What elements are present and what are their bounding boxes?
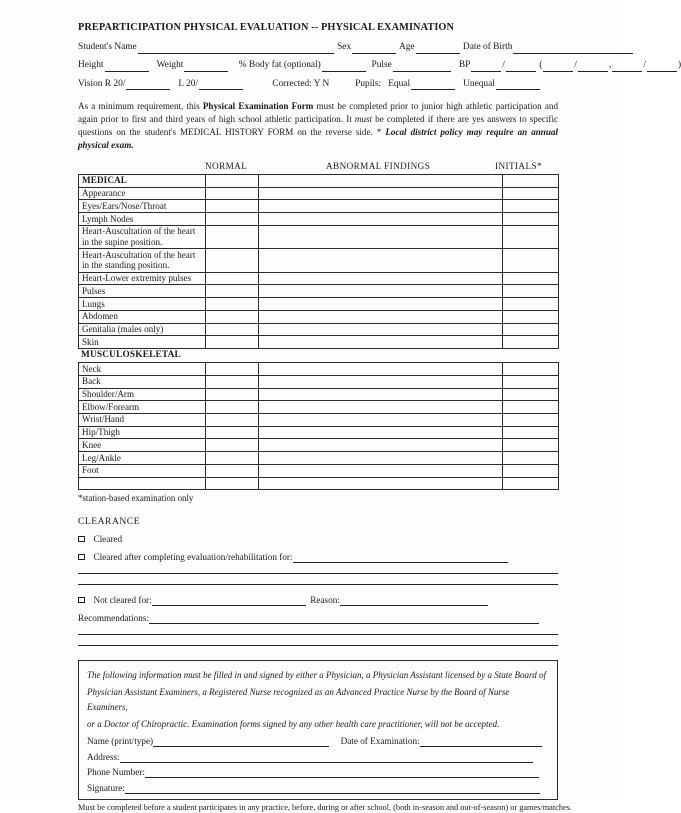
normal-cell[interactable]: [206, 439, 259, 452]
table-row: [79, 464, 559, 477]
exam-date-field[interactable]: [420, 738, 542, 747]
musculoskeletal-exam-table: [78, 362, 559, 490]
provider-name-row: [87, 736, 549, 747]
weight-label: Weight: [156, 60, 184, 71]
medical-table-body: [79, 174, 559, 348]
provider-signature-box: [78, 660, 558, 800]
row-label: Abdomen: [79, 310, 206, 323]
normal-cell[interactable]: [206, 363, 259, 376]
provider-phone-row: [87, 767, 549, 778]
exam-table-headers: [78, 161, 558, 174]
normal-cell[interactable]: [206, 401, 259, 414]
bp-alt4-field[interactable]: [647, 63, 677, 72]
row-label: Knee: [79, 439, 206, 452]
vision-right-label: Vision R 20/: [78, 78, 126, 89]
not-cleared-field[interactable]: [152, 597, 306, 606]
row-label: Heart-Lower extremity pulses: [79, 272, 206, 285]
provider-address-label: Address:: [87, 751, 120, 762]
intro-bold-1: Physical Examination Form: [202, 101, 314, 112]
pupils-equal-field[interactable]: [411, 81, 455, 90]
normal-cell[interactable]: [206, 426, 259, 439]
column-header-initials: INITIALS*: [495, 160, 542, 171]
demographics-row-1: [78, 42, 558, 54]
recommendations-blank-line-2[interactable]: [78, 645, 558, 646]
height-label: Height: [78, 60, 104, 71]
abnormal-cell[interactable]: [259, 426, 503, 439]
abnormal-cell[interactable]: [259, 439, 503, 452]
checkbox-cleared-after-icon[interactable]: [78, 554, 85, 561]
provider-note-line-3: or a Doctor of Chiropractic. Examination forms signed by any other health care practitioner, will not be accepted.: [87, 718, 500, 729]
table-row: [79, 310, 559, 323]
checkbox-cleared-icon[interactable]: [78, 536, 85, 543]
bp-alt3-field[interactable]: [612, 63, 642, 72]
row-label: Back: [79, 375, 206, 388]
normal-cell[interactable]: [206, 285, 259, 298]
row-label: Appearance: [79, 187, 206, 200]
normal-cell[interactable]: [206, 323, 259, 336]
table-row: [79, 323, 559, 336]
pulse-label: Pulse: [371, 60, 392, 71]
initials-cell[interactable]: [503, 213, 559, 226]
row-label: Pulses: [79, 285, 206, 298]
recommendations-label: Recommendations:: [78, 613, 149, 624]
initials-cell[interactable]: [503, 439, 559, 452]
student-name-field[interactable]: [138, 45, 334, 54]
row-label: Lungs: [79, 298, 206, 311]
exam-date-label: Date of Examination:: [340, 736, 420, 747]
clearance-not-cleared-label: Not cleared for:: [93, 595, 152, 606]
dob-label: Date of Birth: [462, 42, 513, 52]
row-label: Genitalia (males only): [79, 323, 206, 336]
table-row: [79, 426, 559, 439]
student-name-label: Student's Name: [78, 42, 137, 52]
clearance-heading: CLEARANCE: [78, 516, 141, 528]
initials-cell[interactable]: [503, 426, 559, 439]
abnormal-cell[interactable]: [259, 200, 503, 213]
abnormal-cell[interactable]: [259, 388, 503, 401]
abnormal-cell[interactable]: [259, 363, 503, 376]
normal-cell[interactable]: [206, 477, 259, 490]
abnormal-cell[interactable]: [259, 249, 503, 272]
table-row: [79, 298, 559, 311]
clearance-blank-line-2[interactable]: [78, 584, 558, 585]
abnormal-cell[interactable]: [259, 323, 503, 336]
row-label: Foot: [79, 464, 206, 477]
normal-cell[interactable]: [206, 336, 259, 349]
provider-signature-label: Signature:: [87, 782, 125, 793]
row-label: Elbow/Forearm: [79, 401, 206, 414]
intro-text-1: As a minimum requirement, this: [78, 101, 203, 112]
abnormal-cell[interactable]: [259, 477, 503, 490]
row-label: Eyes/Ears/Nose/Throat: [79, 200, 206, 213]
table-row: [79, 336, 559, 349]
bp-diastolic-field[interactable]: [506, 63, 536, 72]
bp-alt1-field[interactable]: [543, 63, 573, 72]
abnormal-cell[interactable]: [259, 174, 503, 187]
normal-cell[interactable]: [206, 213, 259, 226]
height-field[interactable]: [105, 63, 149, 72]
initials-cell[interactable]: [503, 375, 559, 388]
table-row: [79, 413, 559, 426]
intro-bold-italic-1: Local district policy may require an annual physical exam.: [78, 127, 558, 150]
initials-cell[interactable]: [503, 200, 559, 213]
row-label: Shoulder/Arm: [79, 388, 206, 401]
abnormal-cell[interactable]: [259, 413, 503, 426]
abnormal-cell[interactable]: [259, 401, 503, 414]
provider-name-label: Name (print/type): [87, 736, 154, 747]
initials-cell[interactable]: [503, 363, 559, 376]
initials-cell[interactable]: [503, 298, 559, 311]
table-row: [79, 249, 559, 272]
normal-cell[interactable]: [206, 272, 259, 285]
bp-paren-open: (: [539, 60, 543, 71]
intro-text-3: be completed if there are yes answers to specific questions on the student's MEDICAL HISTORY FORM on the reverse side. *: [78, 114, 559, 138]
initials-cell[interactable]: [503, 477, 559, 490]
table-row: [79, 272, 559, 285]
table-row: [79, 452, 559, 465]
provider-signature-field[interactable]: [125, 785, 540, 794]
table-row: [79, 388, 559, 401]
clearance-blank-line-1[interactable]: [78, 573, 558, 574]
initials-cell[interactable]: [503, 174, 559, 187]
normal-cell[interactable]: [206, 464, 259, 477]
abnormal-cell[interactable]: [259, 452, 503, 465]
row-label: Neck: [79, 363, 206, 376]
column-header-normal: NORMAL: [205, 160, 248, 171]
row-label: Hip/Thigh: [79, 426, 206, 439]
clearance-reason-label: Reason:: [310, 595, 340, 606]
initials-cell[interactable]: [503, 285, 559, 298]
cleared-after-field[interactable]: [293, 554, 508, 563]
column-header-abnormal: ABNORMAL FINDINGS: [326, 160, 431, 171]
sex-field[interactable]: [352, 45, 396, 54]
pupils-unequal-label: Unequal: [463, 78, 495, 89]
clearance-option-cleared-after[interactable]: [78, 552, 558, 563]
clearance-option-cleared[interactable]: [78, 534, 558, 545]
provider-address-field[interactable]: [120, 754, 533, 763]
table-row: [79, 439, 559, 452]
bp-label: BP: [458, 60, 471, 71]
corrected-label[interactable]: Corrected: Y N: [272, 78, 330, 89]
abnormal-cell[interactable]: [259, 225, 503, 248]
table-row: [79, 285, 559, 298]
abnormal-cell[interactable]: [259, 310, 503, 323]
table-row: [79, 225, 559, 248]
vision-left-field[interactable]: [199, 81, 243, 90]
provider-signature-row: [87, 783, 549, 794]
sex-label: Sex: [337, 42, 352, 52]
musculoskeletal-section-label: MUSCULOSKELETAL: [81, 349, 181, 360]
body-fat-label: % Body fat (optional): [238, 60, 321, 71]
normal-cell[interactable]: [206, 200, 259, 213]
initials-cell[interactable]: [503, 388, 559, 401]
document-content: [78, 22, 681, 813]
initials-cell[interactable]: [503, 225, 559, 248]
footer-note: Must be completed before a student participates in any practice, before, during or after school, (both in-season and out-of-season) or games/matches.: [78, 802, 572, 812]
initials-cell[interactable]: [503, 272, 559, 285]
vision-right-field[interactable]: [126, 81, 170, 90]
initials-cell[interactable]: [503, 336, 559, 349]
provider-name-field[interactable]: [153, 738, 329, 747]
table-row: [79, 401, 559, 414]
bp-comma: ,: [609, 60, 612, 71]
age-label: Age: [398, 42, 415, 52]
normal-cell[interactable]: [206, 298, 259, 311]
weight-field[interactable]: [184, 63, 228, 72]
initials-cell[interactable]: [503, 413, 559, 426]
table-row: [79, 375, 559, 388]
dob-field[interactable]: [513, 45, 633, 54]
provider-phone-field[interactable]: [145, 769, 539, 778]
row-label: Skin: [79, 336, 206, 349]
provider-note-line-2: Physician Assistant Examiners, a Registered Nurse recognized as an Advanced Practice Nurse by the Board of Nurse Examiners,: [87, 687, 510, 712]
checkbox-not-cleared-icon[interactable]: [78, 597, 85, 604]
recommendations-blank-line-1[interactable]: [78, 634, 558, 635]
clearance-option-not-cleared[interactable]: [78, 595, 558, 606]
abnormal-cell[interactable]: [259, 272, 503, 285]
table-row: [79, 213, 559, 226]
row-label: Heart-Auscultation of the heart in the standing position.: [79, 249, 206, 272]
normal-cell[interactable]: [206, 187, 259, 200]
intro-italic-1: must: [354, 114, 373, 125]
demographics-row-2: [78, 60, 681, 72]
provider-note-line-1: The following information must be filled in and signed by either a Physician, a Physician Assistant licensed by a State Board of: [87, 670, 546, 681]
abnormal-cell[interactable]: [259, 187, 503, 200]
normal-cell[interactable]: [206, 310, 259, 323]
bp-slash-1: /: [502, 60, 505, 71]
normal-cell[interactable]: [206, 174, 259, 187]
clearance-cleared-after-label: Cleared after completing evaluation/rehabilitation for:: [93, 552, 293, 563]
table-row: [79, 187, 559, 200]
bp-systolic-field[interactable]: [471, 63, 501, 72]
body-fat-field[interactable]: [322, 63, 366, 72]
abnormal-cell[interactable]: [259, 213, 503, 226]
intro-paragraph: [78, 100, 558, 152]
bp-paren-close: ): [677, 60, 681, 71]
row-label: Wrist/Hand: [79, 413, 206, 426]
row-label: [79, 477, 206, 490]
demographics-row-3: [78, 79, 558, 91]
initials-cell[interactable]: [503, 452, 559, 465]
row-label: Leg/Ankle: [79, 452, 206, 465]
table-row: [79, 363, 559, 376]
table-footnote: *station-based examination only: [78, 493, 194, 504]
age-field[interactable]: [416, 45, 460, 54]
vision-left-label: L 20/: [178, 78, 199, 89]
provider-phone-label: Phone Number:: [87, 767, 145, 778]
clearance-cleared-label: Cleared: [93, 534, 123, 545]
clearance-recommendations-row: [78, 613, 558, 624]
initials-cell[interactable]: [503, 401, 559, 414]
provider-address-row: [87, 752, 549, 763]
intro-text-2: must be completed prior to junior high athletic participation and again prior to first and third years of high school athletic participation. It: [78, 101, 558, 125]
row-label: Heart-Auscultation of the heart in the supine position.: [79, 225, 206, 248]
abnormal-cell[interactable]: [259, 375, 503, 388]
abnormal-cell[interactable]: [259, 285, 503, 298]
bp-slash-2: /: [574, 60, 577, 71]
page-title: PREPARTICIPATION PHYSICAL EVALUATION -- PHYSICAL EXAMINATION: [78, 22, 455, 33]
table-row: [79, 200, 559, 213]
table-row: [79, 477, 559, 490]
row-label: Lymph Nodes: [79, 213, 206, 226]
normal-cell[interactable]: [206, 388, 259, 401]
initials-cell[interactable]: [503, 464, 559, 477]
abnormal-cell[interactable]: [259, 464, 503, 477]
recommendations-field[interactable]: [149, 615, 539, 624]
normal-cell[interactable]: [206, 225, 259, 248]
normal-cell[interactable]: [206, 375, 259, 388]
pulse-field[interactable]: [393, 63, 451, 72]
abnormal-cell[interactable]: [259, 336, 503, 349]
table-row-section-header: [79, 174, 559, 187]
bp-slash-3: /: [643, 60, 646, 71]
normal-cell[interactable]: [206, 249, 259, 272]
reason-field[interactable]: [340, 597, 488, 606]
abnormal-cell[interactable]: [259, 298, 503, 311]
medical-exam-table: [78, 174, 559, 349]
initials-cell[interactable]: [503, 187, 559, 200]
pupils-label: Pupils:: [355, 78, 382, 89]
pupils-equal-label: Equal: [388, 78, 411, 89]
bp-alt2-field[interactable]: [578, 63, 608, 72]
initials-cell[interactable]: [503, 249, 559, 272]
pupils-unequal-field[interactable]: [496, 81, 540, 90]
initials-cell[interactable]: [503, 323, 559, 336]
musculoskeletal-table-body: [79, 363, 559, 490]
normal-cell[interactable]: [206, 452, 259, 465]
initials-cell[interactable]: [503, 310, 559, 323]
normal-cell[interactable]: [206, 413, 259, 426]
medical-section-label: MEDICAL: [79, 174, 206, 187]
